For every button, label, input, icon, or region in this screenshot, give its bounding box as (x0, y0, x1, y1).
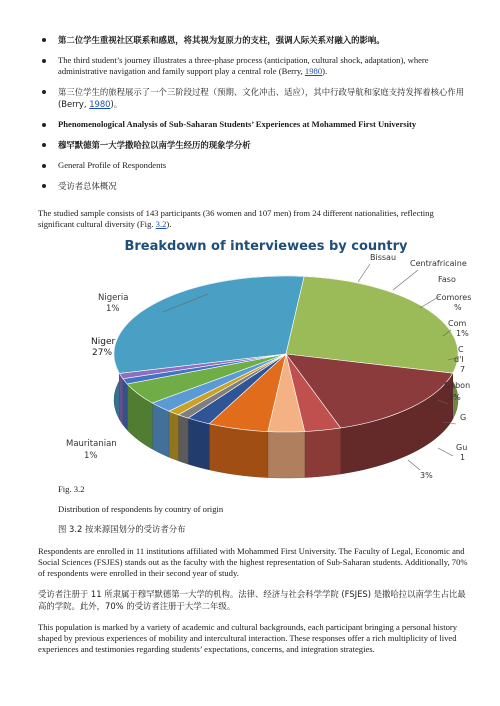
bullet-item (38, 86, 478, 110)
section-heading: Phenomenological Analysis of Sub-Saharan Students’ Experiences at Mohammed First University (58, 119, 417, 129)
citation-link[interactable]: 1980 (89, 99, 111, 109)
pie-slice-side (305, 428, 341, 478)
leader-line (408, 460, 420, 470)
label-civ-pct: 7 (460, 365, 466, 374)
pie-slice-side (188, 418, 209, 470)
label-gu-pct: 1 (460, 453, 466, 462)
label-niger: Niger (91, 337, 116, 347)
label-centrafrique: Centrafricaine (410, 259, 467, 268)
label-com: Com (448, 319, 467, 328)
bullet-dot-icon (42, 90, 46, 94)
bullet-dot-icon (42, 184, 46, 188)
pie-slice-side (152, 403, 169, 457)
bullet-list (38, 34, 478, 201)
pie-slice-side (123, 379, 127, 430)
leader-line (393, 270, 418, 290)
body-paragraph: Respondents are enrolled in 11 institutions affiliated with Mohammed First University. The Faculty of Legal, Economic and Social Sciences (FSJES) stands out as the faculty with the highest representation of Sub-Saharan students. Additionally, 70% of respondents were enrolled in their second year of study. (38, 546, 468, 578)
pie-slice-side (119, 373, 122, 424)
bullet-dot-icon (42, 143, 46, 147)
subsection-heading: General Profile of Respondents (58, 160, 167, 170)
bullet-text-end: )。 (110, 99, 123, 109)
label-gabon: Gabon (444, 381, 471, 390)
label-bissau: Bissau (370, 253, 397, 262)
body-paragraph-cn: 受访者注册于 11 所隶属于穆罕默德第一大学的机构。法律、经济与社会科学学院 (FSJES) 是撒哈拉以南学生占比最高的学院。此外，70% 的受访者注册于大学二年级。 (38, 589, 466, 611)
bullet-dot-icon (42, 59, 46, 63)
bullet-text-end: ). (322, 66, 328, 76)
label-civ: d'I (454, 355, 464, 364)
figure-number: Fig. 3.2 (58, 484, 85, 494)
bullet-item (38, 55, 478, 77)
bullet-item (38, 160, 478, 171)
label-faso: Faso (438, 275, 456, 284)
figure-caption: Distribution of respondents by country of origin (58, 504, 224, 514)
subsection-heading-cn: 受访者总体概况 (58, 181, 117, 191)
intro-text: The studied sample consists of 143 participants (36 women and 107 men) from 24 different nationalities, reflecting significant cultural diversity (Fig. (38, 208, 434, 229)
intro-text-end: ). (166, 219, 172, 229)
section-heading-cn: 穆罕默德第一大学撒哈拉以南学生经历的现象学分析 (58, 140, 251, 150)
leader-line (358, 264, 370, 282)
leader-line (438, 448, 453, 456)
pie-slice-side (209, 424, 268, 478)
label-gu: Gu (456, 443, 468, 452)
label-bottom-pct: 3% (420, 471, 433, 480)
figure-link[interactable]: 3.2 (155, 219, 167, 229)
label-mauritanian: Mauritanian (66, 439, 117, 449)
label-niger-pct: 27% (92, 348, 113, 358)
pie-slices (114, 276, 458, 432)
figure-caption-cn: 图 3.2 按来源国划分的受访者分布 (58, 524, 186, 534)
label-nigeria: Nigeria (98, 293, 129, 303)
bullet-text: 第三位学生的旅程展示了一个三阶段过程（预期、文化冲击、适应），其中行政导航和家庭支持发挥着核心作用 (Berry, (58, 87, 465, 109)
bullet-dot-icon (42, 164, 46, 168)
bullet-item (38, 34, 478, 46)
bullet-text: The third student’s journey illustrates a three-phase process (anticipation, cultural shock, adaptation), where administrative navigation and family support play a central role (Berry, (58, 55, 429, 76)
chart-title: Breakdown of interviewees by country (124, 239, 408, 254)
bullet-item (38, 139, 478, 151)
label-comores-pct: % (454, 303, 462, 312)
intro-paragraph (38, 208, 468, 230)
label-civ-c: C (458, 345, 464, 354)
bullet-item (38, 119, 478, 130)
bullet-item (38, 180, 478, 192)
label-comores: Comores (436, 293, 472, 302)
bullet-dot-icon (42, 123, 46, 127)
bullet-dot-icon (42, 38, 46, 42)
pie-slice-side (178, 415, 188, 464)
label-mauritanian-pct: 1% (84, 451, 98, 461)
label-nigeria-pct: 1% (106, 304, 120, 314)
pie-chart (58, 234, 473, 484)
bullet-text: 第二位学生重视社区联系和感恩，将其视为复原力的支柱，强调人际关系对融入的影响。 (58, 35, 385, 45)
label-com-pct: 1% (456, 329, 469, 338)
pie-slice-side (169, 411, 178, 461)
pie-slice-side (268, 432, 305, 478)
label-gabon-pct: 3% (448, 393, 461, 402)
citation-link[interactable]: 1980 (304, 66, 323, 76)
body-paragraph: This population is marked by a variety of academic and cultural backgrounds, each participant bringing a personal history shaped by previous experiences of mobility and intercultural interaction. These responses offer a rich multiplicity of lived experiences and testimonies regarding students’ expectations, concerns, and integration strategies. (38, 622, 458, 654)
label-g: G (460, 413, 467, 422)
